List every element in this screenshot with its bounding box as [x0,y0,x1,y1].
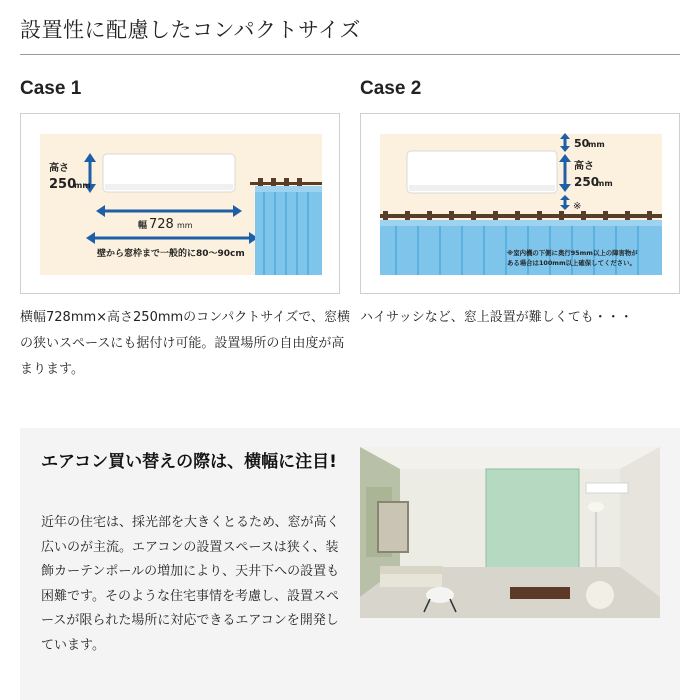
case1-label: Case 1 [20,78,82,99]
case2-height-unit: mm [596,179,613,188]
case2-diagram [360,113,680,294]
case1-width-value: 728 [149,217,174,232]
aircon-unit-icon [407,151,557,193]
panel-body: 近年の住宅は、採光部を大きくとるため、窓が高く広いのが主流。エアコンの設置スペースは狭く、装飾カーテンポールの増加により、天井下への設置も困難です。そのような住宅事情を考慮し、設置スペースが限られた場所に対応できるエアコンを開発しています。 [41,515,340,653]
case2-height-value: 250 [574,175,600,189]
case1-height-label: 高さ [49,163,69,174]
case2-top-gap-value: 50 [574,137,590,150]
case2-description: ハイサッシなど、窓上設置が難しくても・・・ [360,310,633,325]
case2-bottom-mark: ※ [573,201,582,212]
case2-note-line1: ※室内機の下側に奥行95mm以上の障害物が [507,249,638,257]
case2-top-gap-unit: mm [588,140,605,149]
case1-width-unit: mm [177,221,193,230]
case1-description: 横幅728mm×高さ250mmのコンパクトサイズで、窓横の狭いスペースにも据付け可能。設置場所の自由度が高まります。 [20,310,350,377]
page-title: 設置性に配慮したコンパクトサイズ [20,18,361,42]
case1-height-unit: mm [74,181,91,190]
panel-heading: エアコン買い替えの際は、横幅に注目! [41,452,337,472]
aircon-unit-icon [103,154,235,192]
case2-height-label: 高さ [574,161,594,172]
case1-diagram [20,113,340,294]
room-photo [360,447,660,618]
case1-height-value: 250 [49,177,77,192]
case2-label: Case 2 [360,78,422,99]
case1-width-prefix: 幅 [138,221,148,231]
case2-note-line2: ある場合は100mm以上確保してください。 [507,259,636,267]
title-divider [20,54,680,55]
curtain-icon [255,186,322,275]
case1-distance-label: 壁から窓枠まで一般的に80〜90cm [97,249,245,259]
